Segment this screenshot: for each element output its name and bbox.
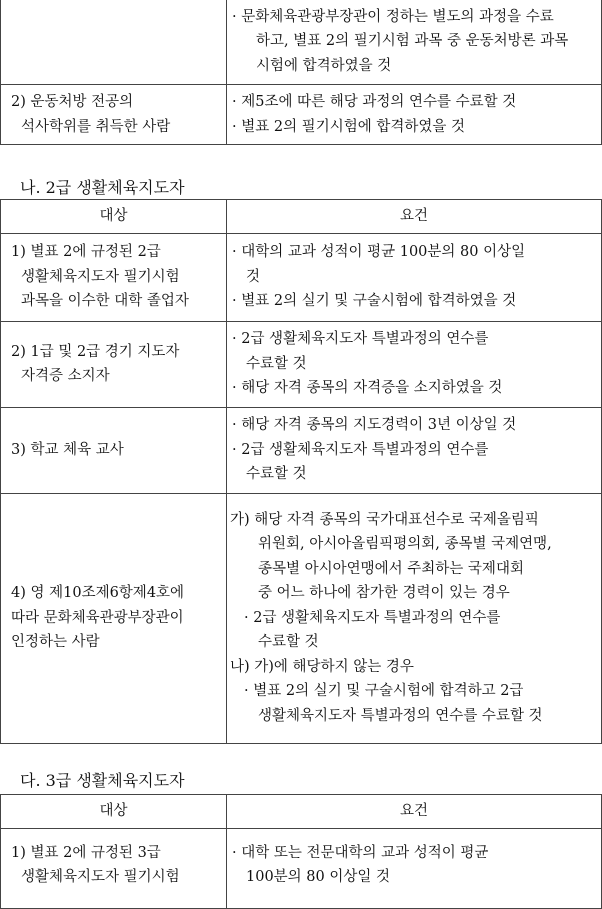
section-heading-na: 나. 2급 생활체육지도자 bbox=[20, 178, 185, 197]
requirement-line: 시험에 합격하였을 것 bbox=[256, 57, 392, 74]
table-continuation bbox=[0, 0, 602, 145]
target-cell bbox=[1, 321, 227, 407]
requirement-line: · 2급 생활체육지도자 특별과정의 연수를 bbox=[232, 331, 489, 348]
column-header-target: 대상 bbox=[1, 200, 227, 234]
target-line: 4) 영 제10조제6항제4호에 bbox=[11, 585, 185, 602]
target-line: 자격증 소지자 bbox=[21, 368, 110, 384]
table-row bbox=[1, 0, 602, 85]
requirement-line: · 해당 자격 종목의 자격증을 소지하였을 것 bbox=[232, 380, 503, 397]
requirement-cell bbox=[227, 233, 602, 321]
target-cell bbox=[1, 407, 227, 493]
target-line: 생활체육지도자 필기시험 bbox=[21, 869, 180, 885]
requirement-cell bbox=[227, 321, 602, 407]
requirement-line: · 별표 2의 실기 및 구술시험에 합격하였을 것 bbox=[232, 293, 517, 310]
target-cell bbox=[1, 233, 227, 321]
table-row bbox=[1, 493, 602, 743]
target-line: 2) 1급 및 2급 경기 지도자 bbox=[11, 343, 180, 360]
requirement-line: · 해당 자격 종목의 지도경력이 3년 이상일 것 bbox=[232, 417, 517, 434]
requirement-line: 100분의 80 이상일 것 bbox=[246, 869, 390, 885]
requirement-line: 위원회, 아시아올림픽평의회, 종목별 국제연맹, bbox=[258, 536, 552, 553]
table-header-row bbox=[1, 795, 602, 829]
requirement-line: 수료할 것 bbox=[246, 355, 307, 372]
requirement-line: 하고, 별표 2의 필기시험 과목 중 운동처방론 과목 bbox=[256, 33, 569, 50]
table-row bbox=[1, 407, 602, 493]
requirement-cell bbox=[227, 0, 602, 85]
requirement-line: · 대학 또는 전문대학의 교과 성적이 평균 bbox=[232, 844, 489, 861]
target-line: 1) 별표 2에 규정된 3급 bbox=[11, 844, 161, 861]
requirement-line: · 별표 2의 필기시험에 합격하였을 것 bbox=[232, 118, 465, 135]
section-heading-da: 다. 3급 생활체육지도자 bbox=[20, 771, 185, 790]
requirement-cell bbox=[227, 407, 602, 493]
target-line: 1) 별표 2에 규정된 2급 bbox=[11, 244, 161, 261]
target-line: 따라 문화체육관광부장관이 bbox=[11, 609, 184, 626]
requirement-line: 종목별 아시아연맹에서 주최하는 국제대회 bbox=[258, 560, 524, 577]
target-line: 3) 학교 체육 교사 bbox=[11, 441, 124, 458]
table-grade3 bbox=[0, 794, 602, 909]
requirement-line: · 제5조에 따른 해당 과정의 연수를 수료할 것 bbox=[232, 94, 517, 110]
target-line: 2) 운동처방 전공의 bbox=[11, 94, 134, 110]
requirement-line: · 대학의 교과 성적이 평균 100분의 80 이상일 bbox=[232, 244, 526, 261]
requirement-line: 중 어느 하나에 참가한 경력이 있는 경우 bbox=[258, 585, 510, 602]
table-row bbox=[1, 828, 602, 908]
table-grade2 bbox=[0, 199, 602, 744]
table-row bbox=[1, 321, 602, 407]
requirement-line: 생활체육지도자 특별과정의 연수를 수료할 것 bbox=[258, 707, 543, 724]
target-line: 석사학위를 취득한 사람 bbox=[21, 118, 171, 135]
target-cell bbox=[1, 828, 227, 908]
requirement-line: 수료할 것 bbox=[258, 634, 319, 651]
table-row bbox=[1, 233, 602, 321]
requirement-line: · 문화체육관광부장관이 정하는 별도의 과정을 수료 bbox=[232, 8, 554, 25]
requirement-line: 가) 해당 자격 종목의 국가대표선수로 국제올림픽 bbox=[230, 511, 539, 528]
target-cell bbox=[1, 493, 227, 743]
target-line: 과목을 이수한 대학 졸업자 bbox=[21, 293, 189, 310]
table-header-row bbox=[1, 200, 602, 234]
column-header-requirement: 요건 bbox=[227, 795, 602, 829]
target-cell bbox=[1, 85, 227, 145]
requirement-line: 것 bbox=[246, 268, 261, 285]
table-row bbox=[1, 85, 602, 145]
requirement-line: · 2급 생활체육지도자 특별과정의 연수를 bbox=[232, 441, 489, 458]
column-header-requirement: 요건 bbox=[227, 200, 602, 234]
column-header-target: 대상 bbox=[1, 795, 227, 829]
target-line: 인정하는 사람 bbox=[11, 634, 100, 651]
target-cell bbox=[1, 0, 227, 85]
target-line: 생활체육지도자 필기시험 bbox=[21, 268, 180, 285]
requirement-cell bbox=[227, 493, 602, 743]
requirement-line: 나) 가)에 해당하지 않는 경우 bbox=[230, 658, 414, 675]
requirement-cell bbox=[227, 828, 602, 908]
requirement-line: 수료할 것 bbox=[246, 466, 307, 483]
requirement-line: · 별표 2의 실기 및 구술시험에 합격하고 2급 bbox=[244, 683, 524, 700]
requirement-cell bbox=[227, 85, 602, 145]
requirement-line: · 2급 생활체육지도자 특별과정의 연수를 bbox=[244, 609, 501, 626]
